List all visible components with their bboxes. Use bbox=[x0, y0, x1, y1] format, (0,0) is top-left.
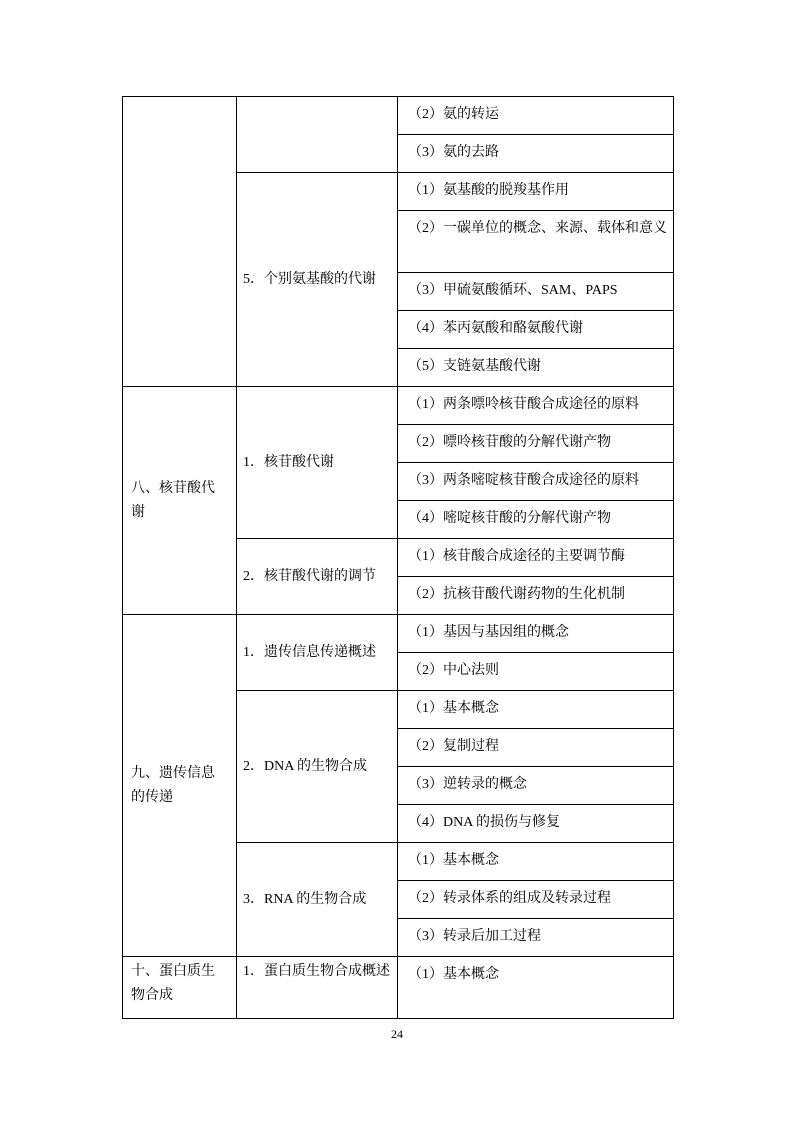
section-title: 1．遗传信息传递概述 bbox=[237, 615, 398, 691]
item-cell bbox=[398, 349, 674, 387]
item-text: （1）基本概念 bbox=[408, 853, 499, 868]
item-text: （5）支链氨基酸代谢 bbox=[408, 359, 541, 374]
item-text: （4）DNA 的损伤与修复 bbox=[408, 815, 561, 830]
page-number: 24 bbox=[391, 1027, 403, 1041]
item-text: （3）转录后加工过程 bbox=[408, 929, 541, 944]
item-cell bbox=[398, 387, 674, 425]
item-cell bbox=[398, 501, 674, 539]
section-title bbox=[237, 97, 398, 173]
item-cell bbox=[398, 691, 674, 729]
item-cell bbox=[398, 805, 674, 843]
item-text: （3）甲硫氨酸循环、SAM、PAPS bbox=[408, 283, 618, 298]
item-cell bbox=[398, 539, 674, 577]
section-title: 2．DNA 的生物合成 bbox=[237, 691, 398, 843]
item-cell bbox=[398, 273, 674, 311]
item-text: （2）转录体系的组成及转录过程 bbox=[408, 891, 611, 906]
item-cell bbox=[398, 135, 674, 173]
chapter-title: 十、蛋白质生物合成 bbox=[123, 957, 237, 1019]
item-cell bbox=[398, 653, 674, 691]
item-cell bbox=[398, 881, 674, 919]
item-text: （3）两条嘧啶核苷酸合成途径的原料 bbox=[408, 473, 639, 488]
item-text: （3）氨的去路 bbox=[408, 145, 499, 160]
item-cell bbox=[398, 211, 674, 273]
section-title: 5．个别氨基酸的代谢 bbox=[237, 173, 398, 387]
item-cell bbox=[398, 919, 674, 957]
item-text: （4）嘧啶核苷酸的分解代谢产物 bbox=[408, 511, 611, 526]
syllabus-table bbox=[122, 96, 674, 1019]
item-text: （2）复制过程 bbox=[408, 739, 499, 754]
item-cell bbox=[398, 173, 674, 211]
table-row bbox=[123, 387, 674, 425]
item-cell bbox=[398, 425, 674, 463]
item-text: （3）逆转录的概念 bbox=[408, 777, 527, 792]
item-text: （1）两条嘌呤核苷酸合成途径的原料 bbox=[408, 397, 639, 412]
chapter-title: 九、遗传信息的传递 bbox=[123, 615, 237, 957]
section-title: 2．核苷酸代谢的调节 bbox=[237, 539, 398, 615]
table-row bbox=[123, 97, 674, 135]
item-text: （1）氨基酸的脱羧基作用 bbox=[408, 183, 569, 198]
item-text: （1）基因与基因组的概念 bbox=[408, 625, 569, 640]
section-title: 1．蛋白质生物合成概述 bbox=[237, 957, 398, 1019]
item-cell bbox=[398, 957, 674, 1019]
item-cell bbox=[398, 843, 674, 881]
item-text: （1）核苷酸合成途径的主要调节酶 bbox=[408, 549, 625, 564]
item-cell bbox=[398, 97, 674, 135]
item-cell bbox=[398, 729, 674, 767]
item-cell bbox=[398, 463, 674, 501]
table-row bbox=[123, 615, 674, 653]
section-title: 3．RNA 的生物合成 bbox=[237, 843, 398, 957]
item-text: （2）抗核苷酸代谢药物的生化机制 bbox=[408, 587, 625, 602]
item-cell bbox=[398, 311, 674, 349]
item-cell bbox=[398, 577, 674, 615]
item-text: （4）苯丙氨酸和酪氨酸代谢 bbox=[408, 321, 583, 336]
item-cell bbox=[398, 615, 674, 653]
chapter-title bbox=[123, 97, 237, 387]
item-text: （2）氨的转运 bbox=[408, 107, 499, 122]
item-cell bbox=[398, 767, 674, 805]
item-text: （1）基本概念 bbox=[408, 701, 499, 716]
table-row bbox=[123, 957, 674, 1019]
item-text: （2）嘌呤核苷酸的分解代谢产物 bbox=[408, 435, 611, 450]
item-text: （1）基本概念 bbox=[408, 967, 499, 982]
chapter-title: 八、核苷酸代谢 bbox=[123, 387, 237, 615]
item-text: （2）一碳单位的概念、来源、载体和意义 bbox=[408, 221, 667, 236]
section-title: 1．核苷酸代谢 bbox=[237, 387, 398, 539]
item-text: （2）中心法则 bbox=[408, 663, 499, 678]
